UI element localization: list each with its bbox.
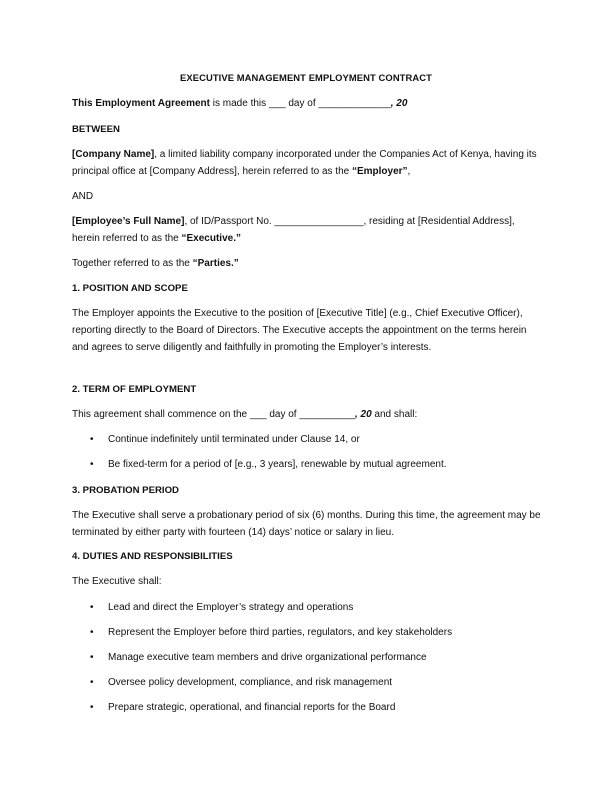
parties-paragraph bbox=[72, 255, 542, 272]
company-text: , a limited liability company incorporated under the Companies Act of Kenya, having its principal office at [Company Address], herein referred to as the bbox=[72, 149, 537, 177]
section2-list bbox=[72, 431, 542, 481]
list-item: • Continue indefinitely until terminated under Clause 14, or bbox=[72, 431, 542, 456]
list-item: • Be fixed-term for a period of [e.g., 3 years], renewable by mutual agreement. bbox=[72, 456, 542, 481]
section2-intro bbox=[72, 406, 542, 423]
section2-intro-text: This agreement shall commence on the ___ day of __________ bbox=[72, 409, 355, 420]
company-name: [Company Name] bbox=[72, 149, 155, 160]
section1-body: The Employer appoints the Executive to the position of [Executive Title] (e.g., Chief Executive Officer), reporting directly to the Board of Directors. The Executive accepts the appointment on the terms herein and agrees to serve diligently and faithfully in promoting the Employer’s interests. bbox=[72, 308, 527, 353]
intro-bold: This Employment Agreement bbox=[72, 98, 210, 109]
company-paragraph bbox=[72, 146, 542, 180]
section3-heading: 3. PROBATION PERIOD bbox=[72, 485, 179, 496]
intro-paragraph bbox=[72, 95, 542, 112]
contract-title: EXECUTIVE MANAGEMENT EMPLOYMENT CONTRACT bbox=[180, 72, 432, 83]
and-text: AND bbox=[72, 191, 94, 202]
parties-text: Together referred to as the bbox=[72, 258, 193, 269]
list-item: • Represent the Employer before third parties, regulators, and key stakeholders bbox=[72, 624, 542, 649]
section4-intro: The Executive shall: bbox=[72, 576, 162, 587]
between-heading: BETWEEN bbox=[72, 124, 120, 135]
employer-role: “Employer” bbox=[351, 166, 408, 177]
employee-name: [Employee’s Full Name] bbox=[72, 216, 185, 227]
employee-paragraph bbox=[72, 213, 542, 247]
employee-text: , of ID/Passport No. ________________, residing at [Residential Address], herein referred to as the bbox=[72, 216, 515, 244]
parties-role: “Parties.” bbox=[192, 258, 239, 269]
intro-text: is made this ___ day of _____________ bbox=[210, 98, 391, 109]
intro-year: , 20 bbox=[390, 98, 408, 109]
section3-body: The Executive shall serve a probationary period of six (6) months. During this time, the agreement may be terminated by either party with fourteen (14) days’ notice or salary in lieu. bbox=[72, 510, 541, 538]
section2-intro-end: and shall: bbox=[371, 409, 418, 420]
section2-heading: 2. TERM OF EMPLOYMENT bbox=[72, 384, 197, 395]
section4-heading: 4. DUTIES AND RESPONSIBILITIES bbox=[72, 551, 233, 562]
section1-heading: 1. POSITION AND SCOPE bbox=[72, 283, 188, 294]
list-item: • Manage executive team members and drive organizational performance bbox=[72, 649, 542, 674]
list-item: • Lead and direct the Employer’s strategy and operations bbox=[72, 599, 542, 624]
executive-role: “Executive.” bbox=[181, 233, 241, 244]
section2-intro-year: , 20 bbox=[354, 409, 372, 420]
list-item: • Oversee policy development, compliance, and risk management bbox=[72, 674, 542, 699]
list-item: • Prepare strategic, operational, and financial reports for the Board bbox=[72, 699, 542, 724]
company-end: , bbox=[407, 166, 411, 177]
section4-list bbox=[72, 599, 542, 724]
